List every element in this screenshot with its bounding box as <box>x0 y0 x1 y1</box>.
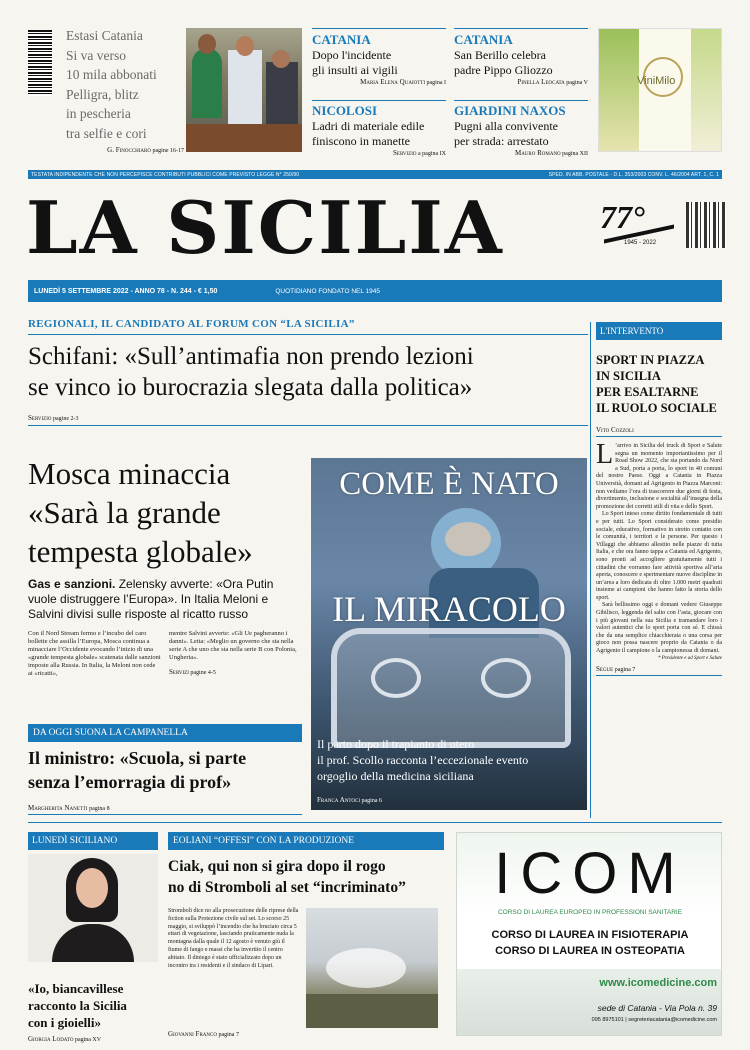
icom-ad[interactable] <box>456 832 722 1036</box>
intervento-paragraph: Sarà bellissimo oggi e domani vedere Giuseppe Gibilisco, leggenda del salto con l’asta, giocare con i più giovani nella sua Sicilia e tramandare loro i valori autentici che lo sport porta con sé. E chissà che da una semplice chiacchierata o una corsa per gioco non possa nascere proprio da Catania o da Agrigento il campione o la campionessa di domani. <box>596 602 722 655</box>
section-rule <box>28 822 722 823</box>
mosca-column-1: Con il Nord Stream fermo e l’incubo del caro bollette che assilla l’Europa, Mosca continua a minacciare l’Occidente evocando l’inizio di una «grande tempesta globale» scatenata dalle sanzioni imposte alla Russia. In Italia, la Meloni non cede ai «ricatti», <box>28 630 161 677</box>
teaser-line: tra selfie e cori <box>66 125 147 141</box>
teaser-box-naxos[interactable] <box>454 100 588 157</box>
kicker: CATANIA <box>454 28 588 48</box>
teaser-line: in pescheria <box>66 106 131 121</box>
eolie-headline-line: Ciak, qui non si gira dopo il rogo <box>168 858 386 875</box>
dateline-founded: QUOTIDIANO FONDATO NEL 1945 <box>275 287 380 295</box>
headline-line: gli insulti ai vigili <box>312 63 398 77</box>
intervento-headline-line: IN SICILIA <box>596 369 661 383</box>
headline-line: Dopo l'incidente <box>312 48 392 62</box>
teaser-photo <box>186 28 302 152</box>
headline-line: Pugni alla convivente <box>454 119 558 133</box>
intervento-footnote: * Presidente e ad Sport e Salute <box>658 655 722 661</box>
mosca-credit: Servizi pagine 4-5 <box>169 668 216 676</box>
teaser-line: Pelligra, blitz <box>66 86 139 102</box>
dateline-date: LUNEDÌ 5 SETTEMBRE 2022 - ANNO 78 - N. 244 - € 1,50 <box>34 287 218 295</box>
eolie-kicker: EOLIANI “OFFESI” CON LA PRODUZIONE <box>168 832 444 850</box>
icom-course-1: CORSO DI LAUREA IN FISIOTERAPIA <box>491 929 689 941</box>
strip-right: SPED. IN ABB. POSTALE - D.L. 353/2003 CONV. L. 46/2004 ART. 1, C. 1 <box>548 171 719 178</box>
intervento-column[interactable] <box>596 322 722 676</box>
mosca-headline-line: «Sarà la grande <box>28 495 221 530</box>
lunedi-photo <box>28 854 158 962</box>
ad-label: ViniMilo <box>637 75 676 87</box>
intervento-credit: Segue pagina 7 <box>596 665 722 676</box>
lunedi-headline-line: racconto la Sicilia <box>28 998 127 1013</box>
intervento-kicker: L'INTERVENTO <box>596 322 722 340</box>
feature-title-2: IL MIRACOLO <box>332 589 566 629</box>
masthead-title: LA SICILIA <box>26 185 504 270</box>
eolie-story[interactable] <box>168 832 444 1038</box>
scuola-headline-line: Il ministro: «Scuola, si parte <box>28 748 247 768</box>
mosca-story[interactable] <box>28 454 302 678</box>
intervento-author: Vito Cozzoli <box>596 426 722 437</box>
scuola-headline-line: senza l’emorragia di prof» <box>28 772 232 792</box>
lead-headline-line: Schifani: «Sull’antimafia non prendo lezioni <box>28 343 474 370</box>
teaser-line: Estasi Catania <box>66 28 143 43</box>
kicker: NICOLOSI <box>312 100 446 119</box>
eolie-photo <box>306 908 438 1028</box>
teaser-box-catania-2[interactable] <box>454 28 588 86</box>
credit: Mauro Romano pagina XII <box>514 149 588 157</box>
teaser-sport[interactable] <box>66 26 184 154</box>
headline-line: per strada: arrestato <box>454 134 549 148</box>
lead-kicker: REGIONALI, IL CANDIDATO AL FORUM CON “LA SICILIA” <box>28 318 588 335</box>
headline-line: finiscono in manette <box>312 134 410 148</box>
scuola-story[interactable] <box>28 724 302 815</box>
scuola-kicker: DA OGGI SUONA LA CAMPANELLA <box>28 724 302 742</box>
mosca-column-2: mentre Salvini avverte: «Gli Ue pagheranno i danni». Letta: «Meglio un governo che sta nella serie A che uno che sta nella serie B con Polonia, Ungheria». <box>169 630 297 661</box>
credit: Pinella Leocata pagina V <box>517 78 588 86</box>
qr-code[interactable] <box>686 202 726 248</box>
icom-brand: ICOM <box>494 841 686 906</box>
lunedi-headline-line: con i gioielli» <box>28 1015 101 1030</box>
teaser-box-nicolosi[interactable] <box>312 100 446 157</box>
kicker: CATANIA <box>312 28 446 48</box>
mosca-headline-line: tempesta globale» <box>28 534 253 569</box>
eolie-body: Stromboli dice no alla prosecuzione delle riprese della fiction sulla Protezione civile sul set. Lo scorso 25 maggio, si sviluppò l’incendio che ha bruciato circa 5 ettari di vegetazione, lasciando praticamente nuda la montagna dalla quale il 12 agosto è venuto giù il fiume di fango e massi che ha invertito il centro abitato. Il diniego è stato ufficializzato dopo un incontro tra i residenti e il sindaco di Lipari. <box>168 908 299 969</box>
lunedi-kicker: LUNEDÌ SICILIANO <box>28 832 158 850</box>
icom-address: sede di Catania - Via Pola n. 39 <box>597 1003 717 1013</box>
mosca-headline-line: Mosca minaccia <box>28 456 231 491</box>
intervento-headline-line: IL RUOLO SOCIALE <box>596 401 717 415</box>
intervento-paragraph: Lo Sport inteso come diritto fondamentale di tutti e per tutti. Lo Sport considerato come presidio sociale, educativo, formativo in stretto contatto con le comunità, i territori e le persone. Per questo i Villaggi che abbiamo allestito nelle piazze di tutta Italia, e che ora fanno tappa a Catania ed Agrigento, sono pronti ad accogliere gratuitamente tutti i cittadini che vorranno fare attività sportiva all’aria aperta, conoscere e sperimentare nuove discipline in un’area a loro dedicata di oltre 1.000 metri quadrati insieme ai campioni che hanno fatto la storia dello sport. <box>596 511 722 601</box>
lead-credit: Servizio pagine 2-3 <box>28 414 588 426</box>
icom-contact: 095 8975101 | segreteriacatania@icomedicine.com <box>591 1017 717 1023</box>
feature-credit: Franca Antoci pagina 6 <box>317 796 382 804</box>
mosca-deck: Gas e sanzioni. Zelensky avverte: «Ora Putin vuole distruggere l’Europa». In Italia Meloni e Salvini divisi sulle risposte al ricatto russo <box>28 577 274 621</box>
credit: Maria Elena Quaiotti pagina I <box>360 78 446 86</box>
lead-story[interactable] <box>28 318 588 426</box>
feature-photo[interactable] <box>311 458 587 810</box>
feature-caption-line: Il parto dopo il trapianto di utero <box>317 737 475 751</box>
eolie-credit: Giovanni Franco pagina 7 <box>168 1030 239 1038</box>
kicker: GIARDINI NAXOS <box>454 100 588 119</box>
teaser-line: 10 mila abbonati <box>66 67 157 82</box>
barcode <box>28 30 52 96</box>
teaser-credit: G. Finocchiaro pagine 16-17 <box>107 146 184 154</box>
eolie-headline-line: no di Stromboli al set “incriminato” <box>168 879 406 896</box>
icom-subtitle: CORSO DI LAUREA EUROPEO IN PROFESSIONI SANITARIE <box>497 909 683 916</box>
vinimilo-ad[interactable] <box>598 28 722 152</box>
scuola-credit: Margherita Nanetti pagina 8 <box>28 804 302 815</box>
teaser-line: Si va verso <box>66 47 126 63</box>
feature-caption-line: orgoglio della medicina siciliana <box>317 769 474 783</box>
icom-course-2: CORSO DI LAUREA IN OSTEOPATIA <box>495 945 685 957</box>
intervento-headline-line: SPORT IN PIAZZA <box>596 353 705 367</box>
intervento-headline-line: PER ESALTARNE <box>596 385 699 399</box>
dateline-bar <box>28 280 722 302</box>
anniversary-logo: 77° 1945 - 2022 <box>600 200 678 252</box>
headline-line: San Berillo celebra <box>454 48 546 62</box>
headline-line: Ladri di materiale edile <box>312 119 425 133</box>
strip-left: TESTATA INDIPENDENTE CHE NON PERCEPISCE CONTRIBUTI PUBBLICI COME PREVISTO LEGGE N° 250/90 <box>31 171 300 178</box>
intervento-body: L ’arrivo in Sicilia del truck di Sport e Salute segna un momento importantissimo per il Road Show 2022, che sta portando da Nord a Sud, porta a porta, lo sport in 40 comuni del nostro Paese. Oggi a Catania in Piazza Università, domani ad Agrigento in Piazza Marconi: non vediamo l’ora di trascorrere due giorni di festa, divertimento, inclusione e socialità all’insegna della promozione dei corretti stili di vita e dello Sport. <box>596 439 722 510</box>
lead-headline-line: se vinco io burocrazia slegata dalla politica» <box>28 374 473 401</box>
column-rule <box>590 322 591 818</box>
icom-url[interactable]: www.icomedicine.com <box>599 977 717 989</box>
headline-line: padre Pippo Gliozzo <box>454 63 553 77</box>
legal-strip <box>28 170 722 179</box>
feature-title-1: COME È NATO <box>339 466 559 502</box>
credit: Servizio a pagina IX <box>393 149 446 157</box>
lunedi-credit: Giorgia Lodato pagina XV <box>28 1035 102 1043</box>
lunedi-story[interactable] <box>28 832 158 1043</box>
feature-caption-line: il prof. Scollo racconta l’eccezionale evento <box>317 753 529 767</box>
teaser-box-catania-1[interactable] <box>312 28 446 86</box>
lunedi-headline-line: «Io, biancavillese <box>28 981 124 996</box>
